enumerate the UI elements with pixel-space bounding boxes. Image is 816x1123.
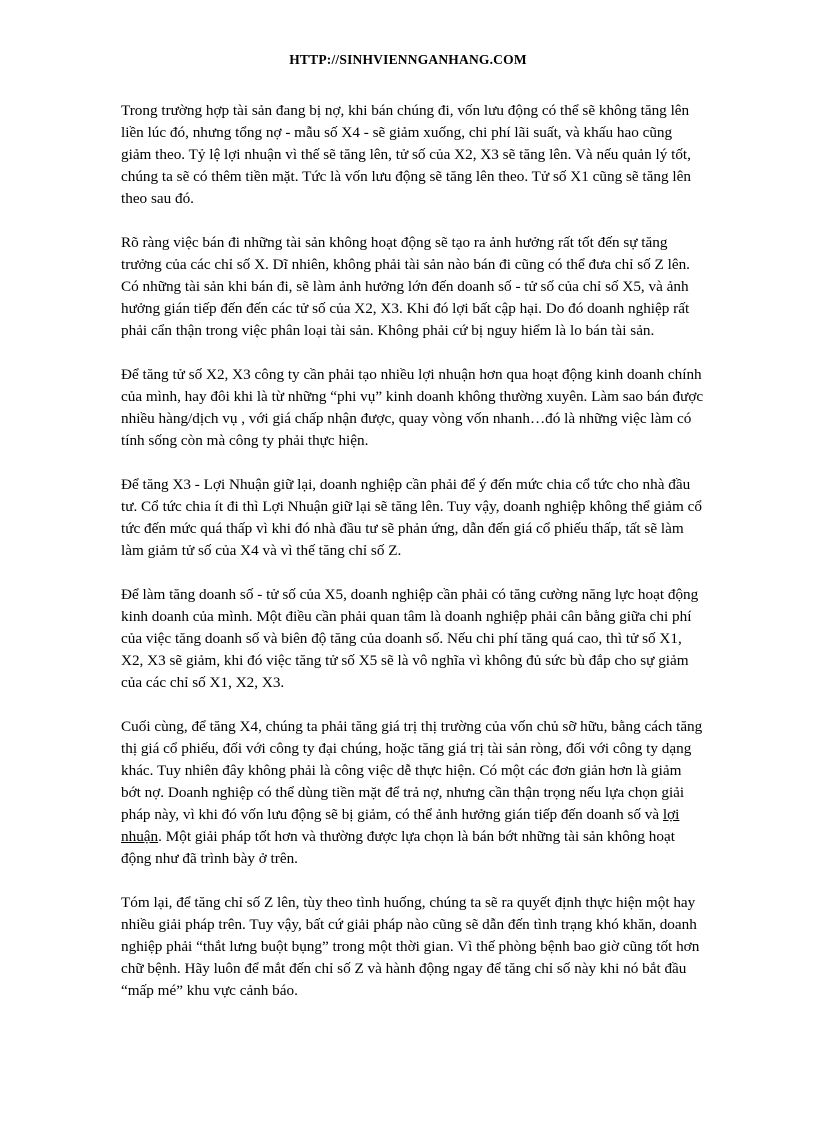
paragraph-1: Trong trường hợp tài sản đang bị nợ, khi bán chúng đi, vốn lưu động có thể sẽ không tăng lên liền lúc đó, nhưng tổng nợ - mẫu số X4 - sẽ giảm xuống, chi phí lãi suất, và khấu hao cũng giảm theo. Tỷ lệ lợi nhuận vì thế sẽ tăng lên, tử số của X2, X3 sẽ tăng lên. Và nếu quản lý tốt, chúng ta sẽ có thêm tiền mặt. Tức là vốn lưu động sẽ tăng lên theo. Tử số X1 cũng sẽ tăng lên theo sau đó. (121, 102, 691, 207)
loi-nhuan-link[interactable]: lợi nhuận (121, 806, 680, 845)
paragraph-2: Rõ ràng việc bán đi những tài sản không hoạt động sẽ tạo ra ảnh hưởng rất tốt đến sự tăng trưởng của các chỉ số X. Dĩ nhiên, không phải tài sản nào bán đi cũng có thể đưa chỉ số Z lên. Có những tài sản khi bán đi, sẽ làm ảnh hưởng lớn đến doanh số - tử số của chỉ số X5, và ảnh hưởng gián tiếp đến đến các tử số của X2, X3. Khi đó lợi bất cập hại. Do đó doanh nghiệp rất phải cẩn thận trong việc phân loại tài sản. Không phải cứ bị nguy hiểm là lo bán tài sản. (121, 234, 690, 339)
document-body (121, 100, 705, 1024)
page-header-url: HTTP://SINHVIENNGANHANG.COM (289, 52, 527, 67)
paragraph-4: Để tăng X3 - Lợi Nhuận giữ lại, doanh nghiệp cần phải để ý đến mức chia cổ tức cho nhà đầu tư. Cổ tức chia ít đi thì Lợi Nhuận giữ lại sẽ tăng lên. Tuy vậy, doanh nghiệp không thể giảm cổ tức đến mức quá thấp vì khi đó nhà đầu tư sẽ phản ứng, dẫn đến giá cổ phiếu thấp, tất sẽ làm làm giảm tử số của X4 và vì thế tăng chỉ số Z. (121, 476, 702, 559)
paragraph-7: Tóm lại, để tăng chỉ số Z lên, tùy theo tình huống, chúng ta sẽ ra quyết định thực hiện một hay nhiều giải pháp trên. Tuy vậy, bất cứ giải pháp nào cũng sẽ dẫn đến tình trạng khó khăn, doanh nghiệp phải “thắt lưng buột bụng” trong một thời gian. Vì thế phòng bệnh bao giờ cũng tốt hơn chữ bệnh. Hãy luôn để mắt đến chỉ số Z và hành động ngay để tăng chỉ số này khi nó bắt đầu “mấp mé” khu vực cảnh báo. (121, 894, 700, 999)
paragraph-3: Để tăng tử số X2, X3 công ty cần phải tạo nhiều lợi nhuận hơn qua hoạt động kinh doanh chính của mình, hay đôi khi là từ những “phi vụ” kinh doanh không thường xuyên. Làm sao bán được nhiều hàng/dịch vụ , với giá chấp nhận được, quay vòng vốn nhanh…đó là những việc làm có tính sống còn mà công ty phải thực hiện. (121, 366, 704, 449)
paragraph-5: Để làm tăng doanh số - tử số của X5, doanh nghiệp cần phải có tăng cường năng lực hoạt động kinh doanh của mình. Một điều cần phải quan tâm là doanh nghiệp phải cân bằng giữa chi phí của việc tăng doanh số và biên độ tăng của doanh số. Nếu chi phí tăng quá cao, thì tử số X1, X2, X3 sẽ giảm, khi đó việc tăng tử số X5 sẽ là vô nghĩa vì không đủ sức bù đắp cho sự giảm của các chỉ số X1, X2, X3. (121, 586, 699, 691)
paragraph-6-text-after: . Một giải pháp tốt hơn và thường được lựa chọn là bán bớt những tài sản không hoạt động như đã trình bày ở trên. (121, 828, 675, 867)
paragraph-6 (121, 716, 705, 870)
paragraph-6-text-before: Cuối cùng, để tăng X4, chúng ta phải tăng giá trị thị trường của vốn chủ sỡ hữu, bằng cách tăng thị giá cổ phiếu, đối với công ty đại chúng, hoặc tăng giá trị tài sản ròng, đối với công ty dạng khác. Tuy nhiên đây không phải là công việc dễ thực hiện. Có một các đơn giản hơn là giảm bớt nợ. Doanh nghiệp có thể dùng tiền mặt để trả nợ, nhưng cần thận trọng nếu lựa chọn giải pháp này, vì khi đó vốn lưu động sẽ bị giảm, có thể ảnh hưởng gián tiếp đến doanh số và (121, 718, 703, 823)
